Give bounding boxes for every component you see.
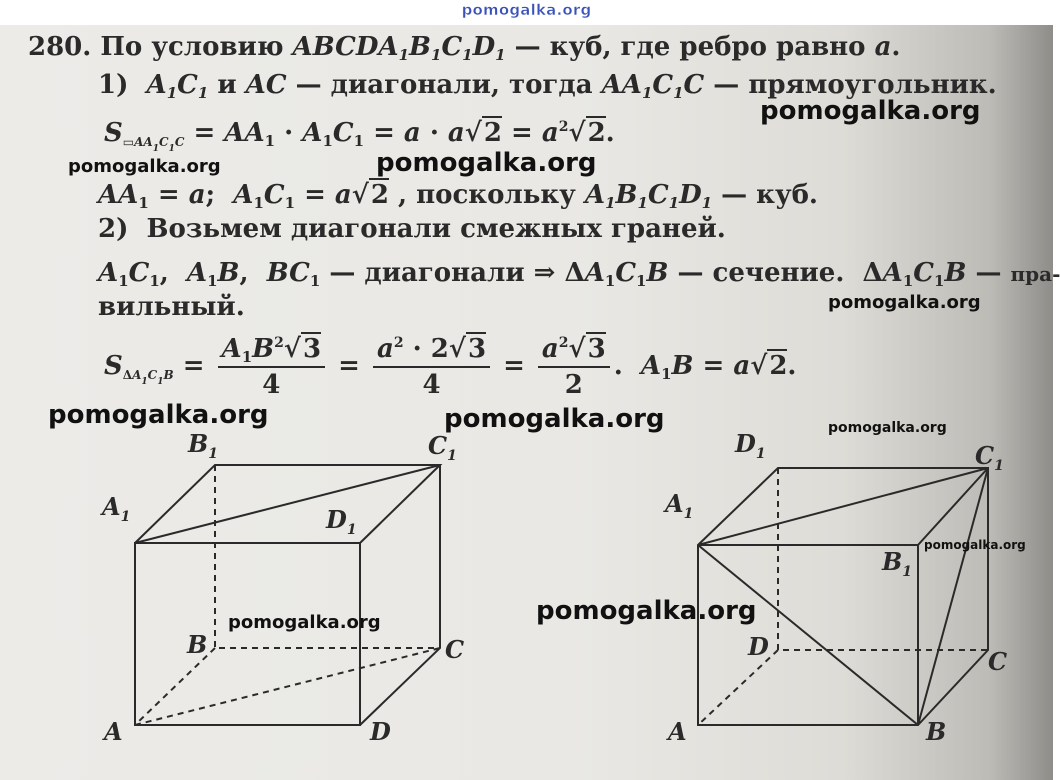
left-label-D1: $D_1$ bbox=[326, 505, 357, 538]
area-rectangle-formula: $S_{▭AA_1C_1C} = AA_1 \cdot A_1C_1 = a \cdot a√2 = a^2√2$. bbox=[104, 118, 615, 154]
right-label-C1: $C_1$ bbox=[975, 441, 1004, 474]
part2-number: 2) bbox=[98, 214, 129, 244]
diagonals-section-line: $A_1C_1$, $A_1B$, $BC_1$ — диагонали ⇒ $\Delta A_1C_1B$ — сечение. $\Delta A_1C_1B$ — пра- bbox=[98, 258, 1060, 290]
watermark: pomogalka.org bbox=[536, 596, 757, 626]
left-label-B: B bbox=[187, 630, 208, 659]
left-label-D: D bbox=[370, 717, 391, 746]
left-label-A: A bbox=[104, 717, 123, 746]
part2-text: Возьмем диагонали смежных граней. bbox=[146, 214, 726, 244]
watermark: pomogalka.org bbox=[760, 96, 981, 126]
diagonals-section-continuation: вильный. bbox=[98, 292, 245, 322]
watermark: pomogalka.org bbox=[376, 148, 597, 178]
watermark: pomogalka.org bbox=[444, 404, 665, 434]
watermark: pomogalka.org bbox=[828, 420, 947, 436]
right-label-A1: $A_1$ bbox=[665, 489, 694, 522]
right-label-A: A bbox=[668, 717, 687, 746]
watermark: pomogalka.org bbox=[924, 538, 1026, 552]
part1-number: 1) bbox=[98, 70, 129, 100]
watermark: pomogalka.org bbox=[228, 612, 381, 633]
left-label-C: C bbox=[445, 635, 465, 664]
right-label-B1: $B_1$ bbox=[882, 547, 913, 580]
watermark: pomogalka.org bbox=[48, 400, 269, 430]
part1-line: 1) $A_1C_1$ и AC — диагонали, тогда $AA_1C_1C$ — прямоугольник. bbox=[98, 70, 997, 102]
area-triangle-formula: $S_{\Delta A_1C_1B}$ = $\frac{A_1B^2√3}{4}$ = $\frac{a^2 \cdot 2√3}{4}$ = $\frac{a^2√3}{2}$ . $A_1B = a√2$. bbox=[104, 334, 797, 400]
right-label-C: C bbox=[988, 647, 1008, 676]
right-label-B: B bbox=[926, 717, 947, 746]
right-label-D: D bbox=[748, 632, 769, 661]
edge-values-line: $AA_1 = a$; $A_1C_1 = a√2$ , поскольку $A_1B_1C_1D_1$ — куб. bbox=[98, 180, 818, 212]
cube-left-labels bbox=[100, 429, 464, 746]
problem-intro-line: 280. По условию $ABCDA_1B_1C_1D_1$ — куб, где ребро равно a. bbox=[28, 32, 901, 64]
left-label-C1: $C_1$ bbox=[428, 431, 457, 464]
left-label-B1: $B_1$ bbox=[188, 429, 219, 462]
problem-number: 280. bbox=[28, 32, 92, 62]
watermark: pomogalka.org bbox=[68, 156, 221, 177]
site-header-watermark[interactable]: pomogalka.org bbox=[461, 1, 592, 19]
watermark: pomogalka.org bbox=[828, 292, 981, 313]
right-label-D1: $D_1$ bbox=[735, 429, 766, 462]
cube-left bbox=[135, 465, 440, 725]
left-label-A1: $A_1$ bbox=[102, 492, 131, 525]
